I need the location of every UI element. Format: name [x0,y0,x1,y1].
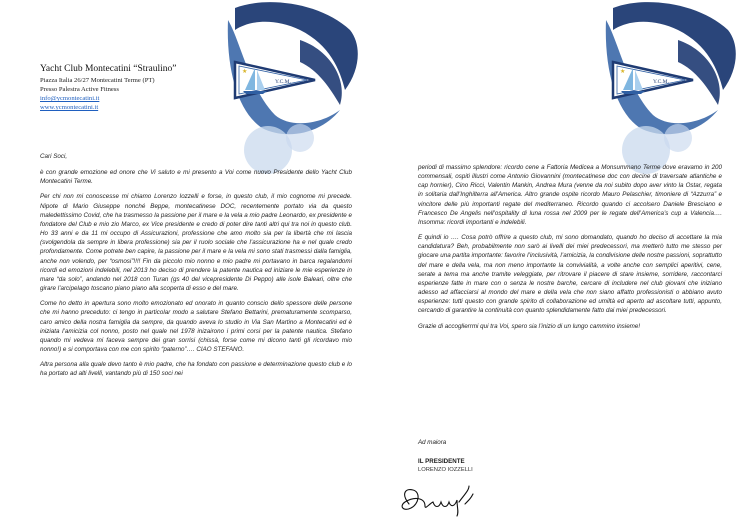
letter-body-left [40,152,352,384]
ycm-flag-logo [611,60,695,100]
closing-phrase: Ad maiora [418,439,447,446]
paragraph: periodi di massimo splendore: ricordo cene a Fattoria Medicea a Monsummano Terme dove eravamo in 200 commensali, ospiti illustri come Antonio Giovannini (montecatinese doc con decine di traversate atlantiche e cap hornier), Cino Ricci, Valentin Mankin, Andrea Mura (venne da noi subito dopo aver vinto la Ostar, regata in solitaria dall’Inghilterra all’America. Altro grande ospite ricordo Mauro Pelaschier, timoniere di “Azzurra” e vincitore delle più importanti regate del mediterraneo. Ricordo quando ci accolsero Daniele Bresciano e Francesco De Angelis nell’ospitality di luna rossa nel 2009 per le regate dell’America’s cup a Valencia…. Insomma: ricordi importanti e indelebili. [418,164,722,226]
svg-text:★: ★ [242,68,248,75]
paragraph: Come ho detto in apertura sono molto emozionato ed onorato in quanto conscio dello spessore delle persone che mi hanno preceduto: ci tengo in particolar modo a salutare Stefano Bettarini, prematuramente scomparso, caro amico della nostra famiglia da sempre, da quando aveva lo studio in Via San Martino a Montecatini ed è iniziata l’amicizia col nonno, posto nel quale nel 1978 inizairono i primi corsi per la patente nautica. Stefano quando mi vedeva mi faceva sempre dei gran sorrisi (chissà, forse come mi dicono tanti gli ricordavo mio nonno!) e si comportava con me con spirito “paterno”…. CIAO STEFANO. [40,300,352,353]
page-gutter [366,0,378,526]
paragraph: Grazie di accoglierrmi qui tra Voi, spero sia l’inizio di un lungo cammino insieme! [418,322,641,330]
bubble-small [664,124,692,152]
club-email-link[interactable]: info@ycmontecatini.it [40,95,100,102]
paragraph: è con grande emozione ed onore che Vi saluto e mi presento a Voi come nuovo Presidente dello Yacht Club Montecatini Terme. [40,169,352,186]
ycm-flag-logo [233,60,317,100]
letter-body-right [418,163,722,337]
svg-text:★: ★ [620,68,626,75]
paragraph: Altra persona alla quale devo tanto è mio padre, che ha fondato con passione e determinazione questo club e lo ha portato ad alti livelli, vantando più di 150 soci nei [40,361,352,378]
letter-page-right [378,0,744,526]
club-website-link[interactable]: www.ycmontecatini.it [40,104,99,111]
handwritten-signature [395,484,495,520]
logo-text: Y.C.M. [653,79,669,85]
signer-role: IL PRESIDENTE [418,458,465,465]
club-address: Piazza Italia 26/27 Montecatini Terme (PT) [40,77,155,84]
letter-page-left [0,0,366,526]
bubble-small [286,124,314,152]
signer-name: LORENZO IOZZELLI [418,467,473,473]
letter-closing [418,438,718,475]
club-name: Yacht Club Montecatini “Straulino” [40,64,177,74]
club-venue: Presso Palestra Active Fitness [40,86,119,93]
logo-text: Y.C.M. [275,79,291,85]
club-header [40,64,177,112]
greeting: Cari Soci, [40,153,68,160]
paragraph: Per chi non mi conoscesse mi chiamo Lorenzo Iozzelli e forse, in questo club, il mio cognome mi precede. Nipote di Mario Giuseppe nonché Beppe, montecatinese DOC, recentemente portato via da questo maledettissimo Covid, che ha trasmesso la passione per il mare e la vela a mio padre Leonardo, ex presidente e fondatore del Club e mio zio Marco, ex Vice presidente e credo di poter dire tanti altri qui tra noi in questo club. Ho 33 anni e da 11 mi occupo di Assicurazioni, professione che amo molto sia per la libertà che mi lascia (svolgendola da sempre in libera professione) sia per il ruolo sociale che l’assicurazione ha e nel quale credo profondamente. Come potrete ben capire, la passione per il mare e la vela mi sono stati trasmessi dalla famiglia, anche non volendo, per “osmosi”!!!! Fin da piccolo mio nonno e mio padre mi portavano in barca regalandomi ricordi ed emozioni indelebili, nel 2013 ho deciso di prendere la patente nautica ed iniziare le mie esperienze in mare “da solo”, andando nel 2018 con Turan (gs 40 del vicepresidente Di Peppo) alle isole Baleari, oltre che girare l’arcipelago toscano piano piano alla scoperta di esso e del mare. [40,193,352,293]
paragraph: E quindi io …. Cosa potrò offrire a questo club, mi sono domandato, quando ho deciso di accettare la mia candidatura? Beh, probabilmente non sarò ai livelli dei miei predecessori, ma metterò tutto me stesso per giocare una partita importante: favorire l’inclusività, l’amicizia, la condivisione delle nostre passioni, soprattutto del mare e della vela, ma non meno importante la convivialità, a volte anche con semplici aperitivi, cene, serate a tema ma anche tramite veleggiate, per ritrovare il piacere di stare insieme, sorridere, raccontarci esperienze fatte in mare con o senza le nostre barche, cercare di includere nel club giovani che iniziano adesso ad affacciarsi al mondo del mare e della vela che non siano affatto professionisti o abbiano avuto esperienze: tutti questo con grande spirito di collaborazione ed umiltà ed aperto ad ascoltare tutti, appunto, cercando di garantire la continuità con quanto splendidamente fatto dai miei predecessori. [418,234,722,315]
